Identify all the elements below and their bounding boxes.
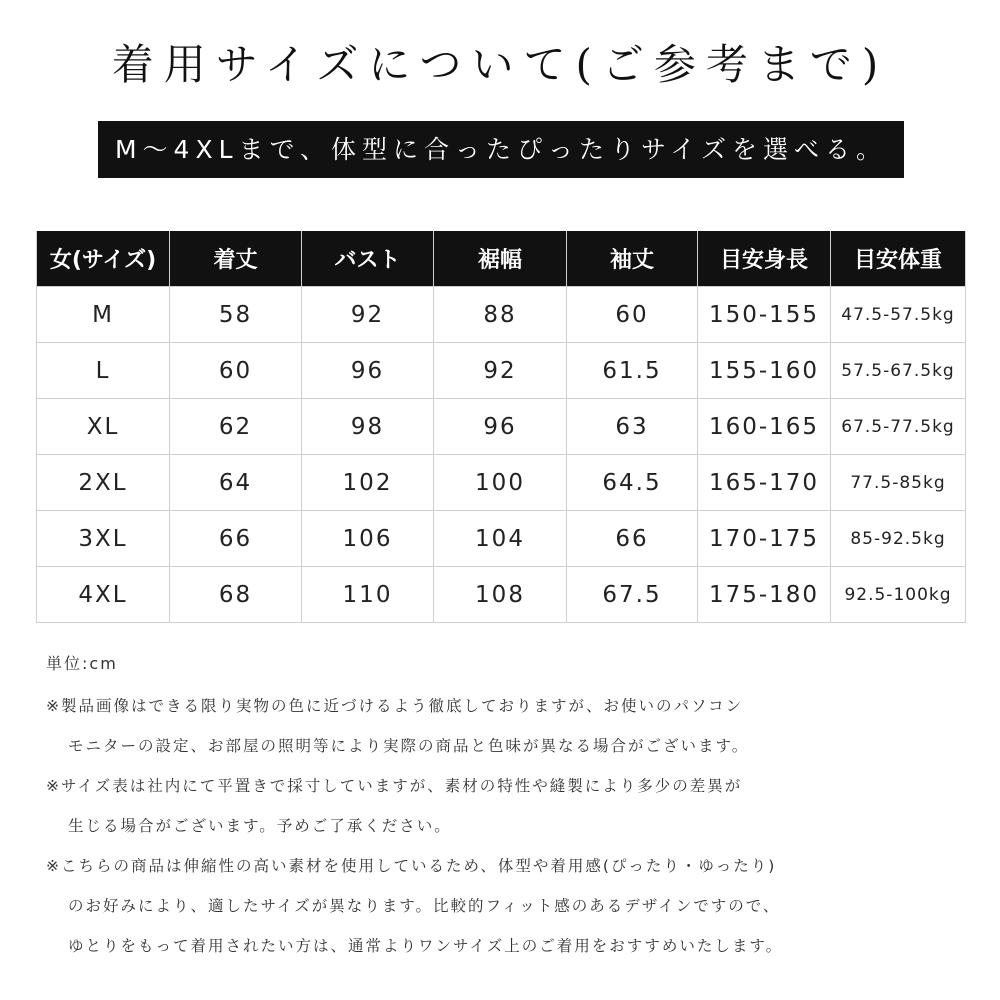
cell-length: 64 bbox=[170, 455, 302, 511]
unit-label: 単位:cm bbox=[46, 654, 118, 673]
cell-height: 155-160 bbox=[698, 343, 831, 399]
table-header-row bbox=[37, 231, 966, 287]
cell-height: 175-180 bbox=[698, 567, 831, 623]
cell-hem-width: 92 bbox=[434, 343, 567, 399]
header-hem-width: 裾幅 bbox=[434, 231, 567, 287]
cell-height: 160-165 bbox=[698, 399, 831, 455]
cell-sleeve-length: 66 bbox=[567, 511, 698, 567]
cell-size: M bbox=[37, 287, 170, 343]
cell-size: 4XL bbox=[37, 567, 170, 623]
cell-weight: 47.5-57.5kg bbox=[831, 287, 966, 343]
header-bust: バスト bbox=[302, 231, 434, 287]
cell-bust: 92 bbox=[302, 287, 434, 343]
header-height: 目安身長 bbox=[698, 231, 831, 287]
cell-weight: 57.5-67.5kg bbox=[831, 343, 966, 399]
cell-hem-width: 88 bbox=[434, 287, 567, 343]
cell-height: 165-170 bbox=[698, 455, 831, 511]
cell-bust: 96 bbox=[302, 343, 434, 399]
cell-hem-width: 104 bbox=[434, 511, 567, 567]
page-title: 着用サイズについて(ご参考まで) bbox=[111, 40, 889, 89]
note-line: ※サイズ表は社内にて平置きで採寸していますが、素材の特性や縫製により多少の差異が bbox=[46, 777, 743, 795]
cell-weight: 67.5-77.5kg bbox=[831, 399, 966, 455]
cell-length: 62 bbox=[170, 399, 302, 455]
table-row bbox=[37, 287, 966, 343]
note-line: ゆとりをもって着用されたい方は、通常よりワンサイズ上のご着用をおすすめいたします。 bbox=[68, 937, 784, 955]
note-line: ※こちらの商品は伸縮性の高い素材を使用しているため、体型や着用感(ぴったり・ゆったり) bbox=[46, 857, 777, 875]
table-row bbox=[37, 567, 966, 623]
table-row bbox=[37, 343, 966, 399]
cell-weight: 92.5-100kg bbox=[831, 567, 966, 623]
table-row bbox=[37, 455, 966, 511]
cell-bust: 102 bbox=[302, 455, 434, 511]
cell-weight: 77.5-85kg bbox=[831, 455, 966, 511]
cell-size: XL bbox=[37, 399, 170, 455]
cell-bust: 110 bbox=[302, 567, 434, 623]
cell-hem-width: 96 bbox=[434, 399, 567, 455]
cell-length: 58 bbox=[170, 287, 302, 343]
note-line: のお好みにより、適したサイズが異なります。比較的フィット感のあるデザインですので、 bbox=[68, 897, 781, 915]
cell-length: 66 bbox=[170, 511, 302, 567]
size-table bbox=[36, 231, 966, 623]
header-size: 女(サイズ) bbox=[37, 231, 170, 287]
header-sleeve-length: 袖丈 bbox=[567, 231, 698, 287]
cell-size: 3XL bbox=[37, 511, 170, 567]
size-range-banner: M～4XLまで、体型に合ったぴったりサイズを選べる。 bbox=[98, 121, 904, 178]
header-weight: 目安体重 bbox=[831, 231, 966, 287]
cell-size: L bbox=[37, 343, 170, 399]
cell-sleeve-length: 63 bbox=[567, 399, 698, 455]
note-line: ※製品画像はできる限り実物の色に近づけるよう徹底しておりますが、お使いのパソコン bbox=[46, 697, 744, 715]
cell-bust: 98 bbox=[302, 399, 434, 455]
cell-hem-width: 100 bbox=[434, 455, 567, 511]
cell-sleeve-length: 64.5 bbox=[567, 455, 698, 511]
cell-bust: 106 bbox=[302, 511, 434, 567]
cell-sleeve-length: 67.5 bbox=[567, 567, 698, 623]
cell-sleeve-length: 61.5 bbox=[567, 343, 698, 399]
cell-size: 2XL bbox=[37, 455, 170, 511]
cell-weight: 85-92.5kg bbox=[831, 511, 966, 567]
cell-length: 68 bbox=[170, 567, 302, 623]
table-row bbox=[37, 511, 966, 567]
cell-length: 60 bbox=[170, 343, 302, 399]
note-line: 生じる場合がございます。予めご了承ください。 bbox=[68, 817, 452, 835]
cell-hem-width: 108 bbox=[434, 567, 567, 623]
header-length: 着丈 bbox=[170, 231, 302, 287]
cell-height: 170-175 bbox=[698, 511, 831, 567]
table-row bbox=[37, 399, 966, 455]
cell-height: 150-155 bbox=[698, 287, 831, 343]
note-line: モニターの設定、お部屋の照明等により実際の商品と色味が異なる場合がございます。 bbox=[68, 737, 750, 755]
cell-sleeve-length: 60 bbox=[567, 287, 698, 343]
